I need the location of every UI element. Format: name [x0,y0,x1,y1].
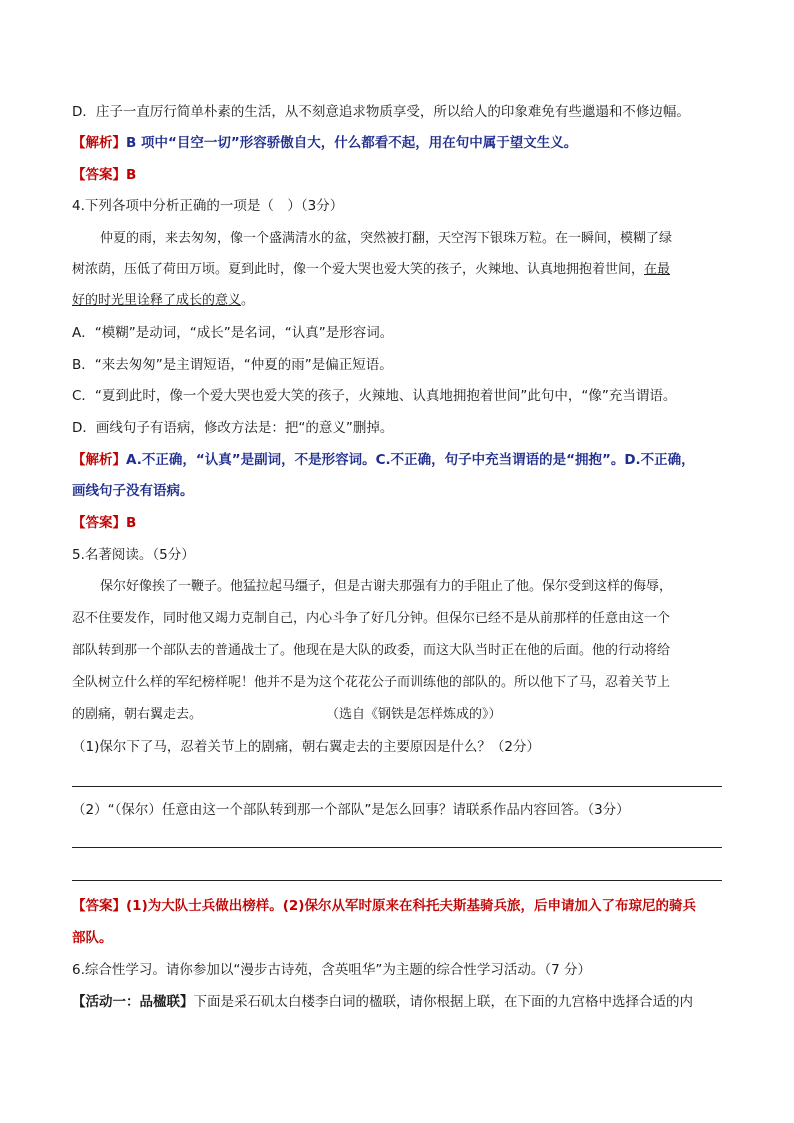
q6-activity-1 [72,992,693,1012]
q5-passage-line: 忍不住要发作，同时他又竭力克制自己，内心斗争了好几分钟。但保尔已经不是从前那样的任意由这一个 [72,611,671,626]
analysis-label: 【解析】 [72,135,126,151]
q4-stem: 4.下列各项中分析正确的一项是（ ）（3分） [72,198,344,214]
underlined-sentence: 在最 [644,262,671,277]
q4-option-c: C．“夏到此时，像一个爱大哭也爱大笑的孩子，火辣地、认真地拥抱着世间”此句中，“像”充当谓语。 [72,388,677,404]
q4-answer [72,513,136,533]
q4-analysis [72,450,695,470]
q5-stem: 5.名著阅读。（5分） [72,547,195,563]
q4-analysis-cont: 画线句子没有语病。 [72,483,194,499]
q3-analysis [72,133,577,153]
analysis-text: A.不正确，“认真”是副词，不是形容词。C.不正确，句子中充当谓语的是“拥抱”。D.不正确， [126,452,695,468]
activity-label: 【活动一：品楹联】 [72,994,194,1010]
q5-answer [72,896,696,916]
q4-passage-line: 仲夏的雨，来去匆匆，像一个盛满清水的盆，突然被打翻，天空泻下银珠万粒。在一瞬间，模糊了绿 [100,231,673,246]
passage-text: 树浓荫，压低了荷田万顷。夏到此时，像一个爱大哭也爱大笑的孩子，火辣地、认真地拥抱着世间， [72,262,645,277]
answer-text: (1)为大队士兵做出榜样。(2)保尔从军时原来在科托夫斯基骑兵旅，后申请加入了布琼尼的骑兵 [126,898,696,914]
q5-subquestion-1: （1)保尔下了马，忍着关节上的剧痛，朝右翼走去的主要原因是什么？（2分） [72,739,540,755]
q4-option-b: B．“来去匆匆”是主谓短语，“仲夏的雨”是偏正短语。 [72,357,393,373]
q5-passage-line: 全队树立什么样的军纪榜样呢！他并不是为这个花花公子而训练他的部队的。所以他下了马，忍着关节上 [72,675,671,690]
q5-passage-line: 部队转到那一个部队去的普通战士了。他现在是大队的政委，而这大队当时正在他的后面。他的行动将给 [72,643,671,658]
q6-stem: 6.综合性学习。请你参加以“漫步古诗苑，含英咀华”为主题的综合性学习活动。（7 分） [72,962,591,978]
answer-label: 【答案】 [72,898,126,914]
analysis-label: 【解析】 [72,452,126,468]
answer-blank-line [72,880,722,881]
q5-subquestion-2: （2）“（保尔）任意由这一个部队转到那一个部队”是怎么回事？请联系作品内容回答。（3分） [72,802,630,818]
answer-blank-line [72,786,722,787]
answer-blank-line [72,847,722,848]
q4-passage-line [72,260,670,280]
q3-answer [72,165,136,185]
underlined-sentence: 好的时光里诠释了成长的意义 [72,293,242,308]
answer-label: 【答案】 [72,167,126,183]
analysis-text: B 项中“目空一切”形容骄傲自大，什么都看不起，用在句中属于望文生义。 [126,135,578,151]
q4-option-a: A．“模糊”是动词，“成长”是名词，“认真”是形容词。 [72,325,394,341]
q5-source: （选自《钢铁是怎样炼成的》） [326,707,502,722]
q5-passage-line: 保尔好像挨了一鞭子。他猛拉起马缰子，但是古谢夫那强有力的手阻止了他。保尔受到这样的侮辱， [100,579,673,594]
answer-text: B [126,515,137,531]
q3-option-d: D．庄子一直厉行简单朴素的生活，从不刻意追求物质享受，所以给人的印象难免有些邋遢和不修边幅。 [72,104,690,120]
q4-passage-line [72,291,254,311]
q5-passage-line: 的剧痛，朝右翼走去。 [72,707,203,722]
answer-label: 【答案】 [72,515,126,531]
passage-text: 。 [241,293,255,308]
answer-text: B [126,167,137,183]
q4-option-d: D．画线句子有语病，修改方法是：把“的意义”删掉。 [72,420,394,436]
q5-answer-cont: 部队。 [72,930,113,946]
activity-text: 下面是采石矶太白楼李白词的楹联，请你根据上联，在下面的九宫格中选择合适的内 [193,994,693,1010]
